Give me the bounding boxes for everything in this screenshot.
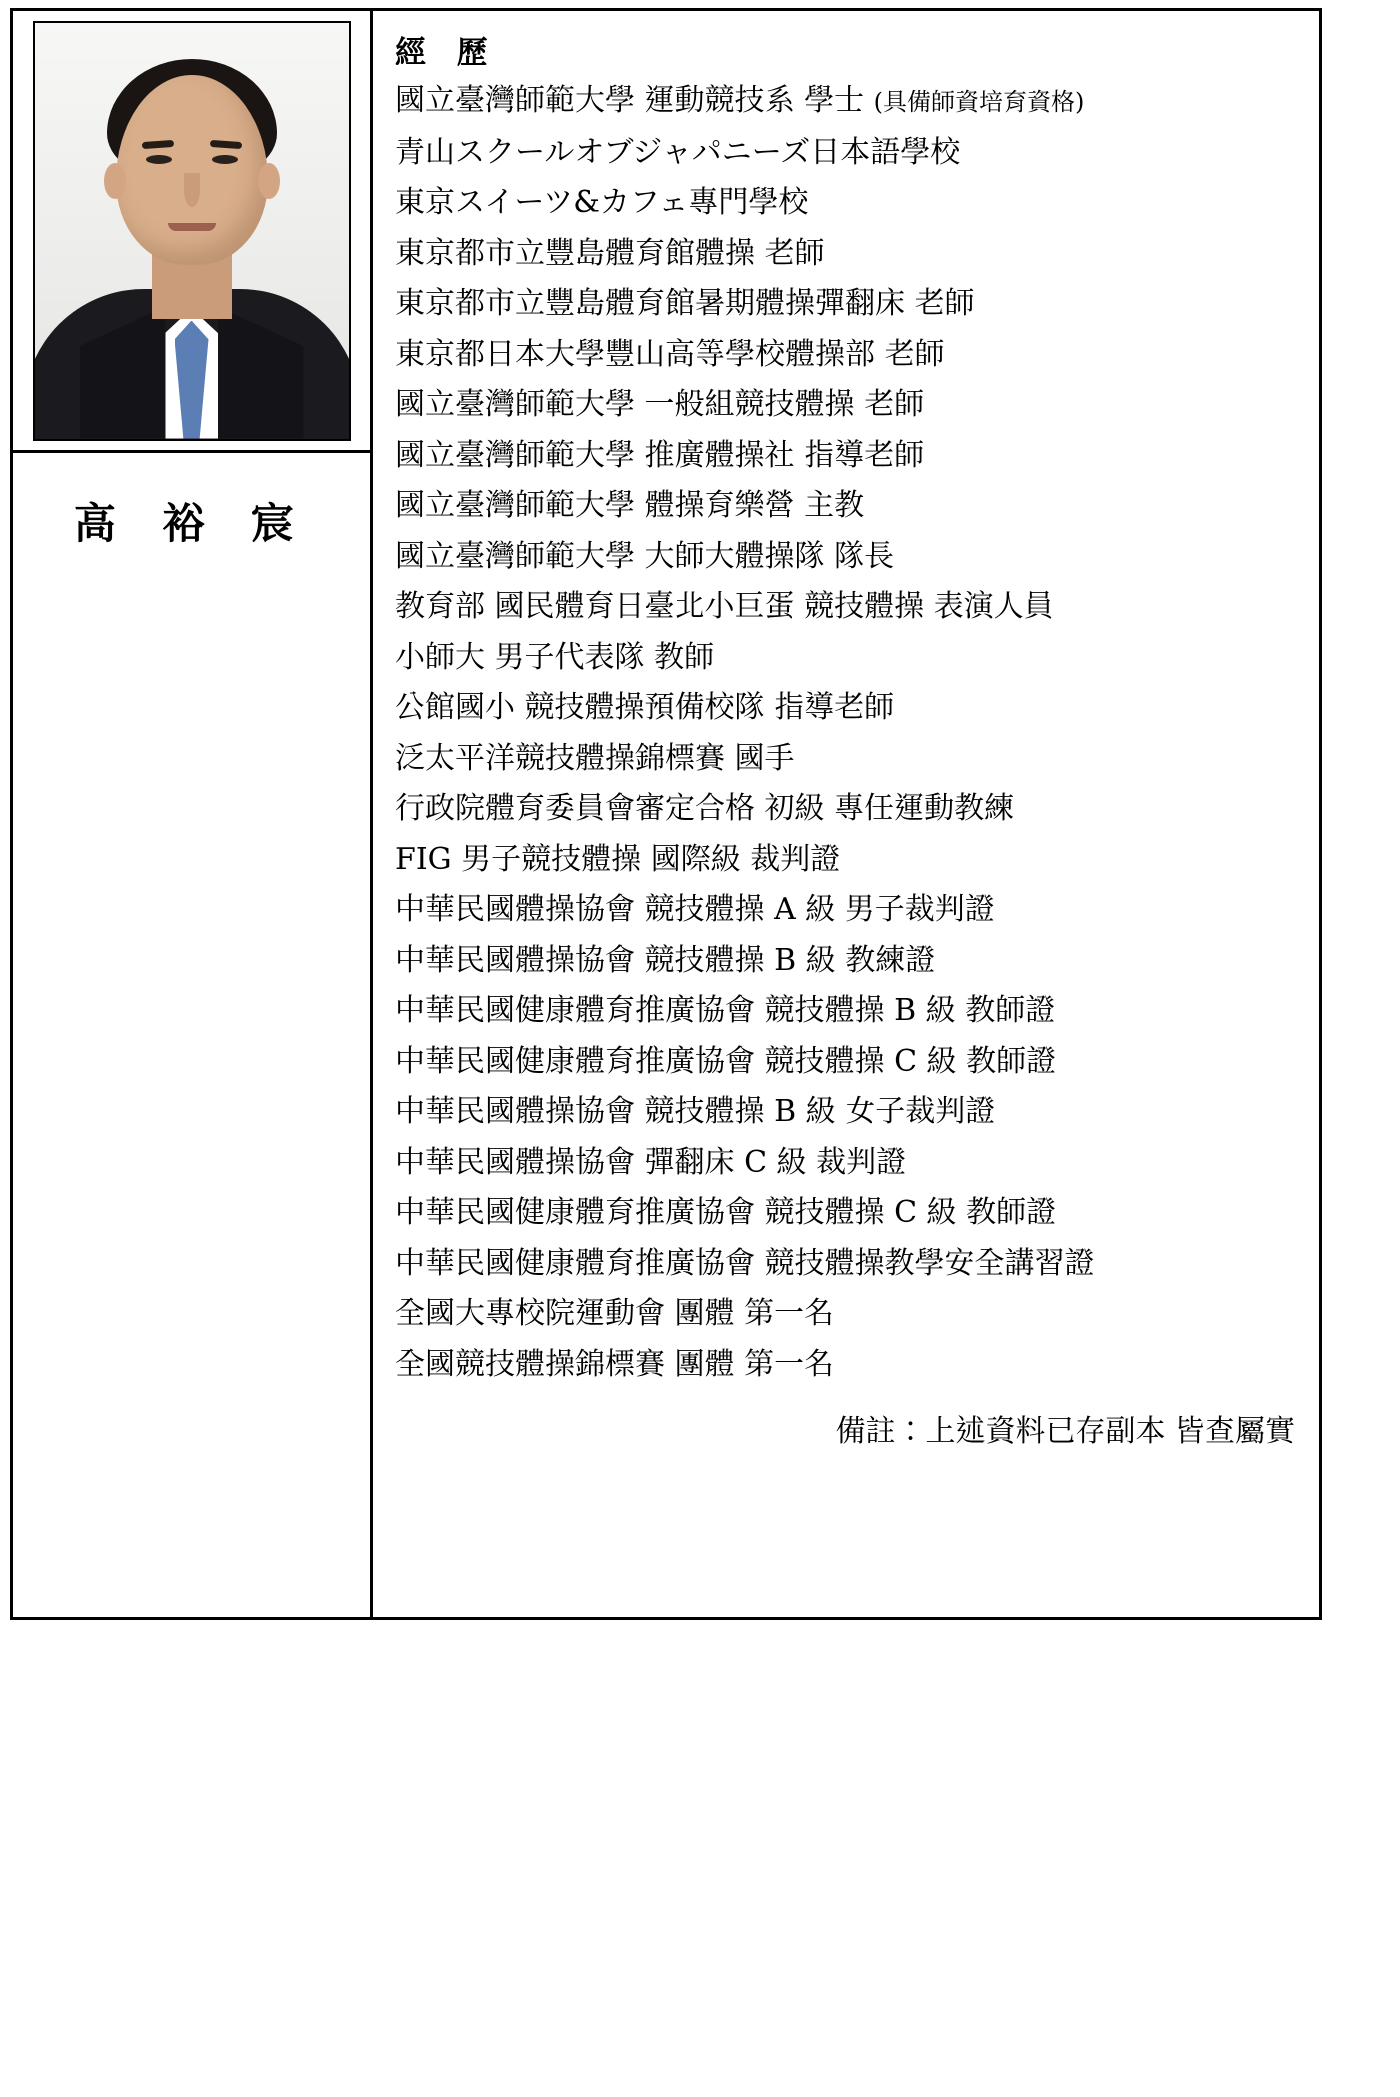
list-item: 青山スクールオブジャパニーズ日本語學校 (395, 134, 961, 170)
entry-text: 國立臺灣師範大學 運動競技系 學士 (395, 83, 865, 118)
eyebrow-right (209, 139, 241, 148)
right-column (373, 11, 1319, 1617)
ear-right (258, 163, 280, 199)
list-item: 泛太平洋競技體操錦標賽 國手 (395, 740, 795, 776)
footnote: 備註：上述資料已存副本 皆查屬實 (835, 1414, 1295, 1449)
photo-cell (13, 11, 370, 453)
list-item: 國立臺灣師範大學 一般組競技體操 老師 (395, 387, 925, 422)
list-item: 全國競技體操錦標賽 團體 第一名 (395, 1346, 835, 1382)
list-item: 行政院體育委員會審定合格 初級 專任運動教練 (395, 791, 1015, 826)
list-item: 中華民國體操協會 競技體操 A 級 男子裁判證 (395, 892, 995, 927)
list-item: 東京都日本大學豐山高等學校體操部 老師 (395, 336, 945, 372)
list-item: 東京スイーツ&カフェ專門學校 (395, 185, 809, 220)
list-item: 中華民國體操協會 競技體操 B 級 女子裁判證 (395, 1094, 996, 1129)
list-item: 中華民國體操協會 競技體操 B 級 教練證 (395, 942, 936, 978)
nose (184, 173, 200, 207)
list-item: 小師大 男子代表隊 教師 (395, 639, 715, 675)
list-item: 教育部 國民體育日臺北小巨蛋 競技體操 表演人員 (395, 589, 1054, 624)
list-item: 國立臺灣師範大學 推廣體操社 指導老師 (395, 437, 925, 473)
list-item: 國立臺灣師範大學 大師大體操隊 隊長 (395, 538, 895, 574)
mouth (168, 223, 216, 231)
list-item: 中華民國體操協會 彈翻床 C 級 裁判證 (395, 1144, 907, 1180)
experience-list (395, 76, 1301, 1390)
list-item: 東京都市立豐島體育館暑期體操彈翻床 老師 (395, 286, 975, 321)
eyebrow-left (141, 139, 173, 148)
eye-left (146, 155, 172, 164)
list-item: 公館國小 競技體操預備校隊 指導老師 (395, 690, 895, 725)
entry-suffix: (具備師資培育資格) (873, 88, 1085, 116)
person-name: 高 裕 宸 (73, 499, 310, 548)
portrait-photo (33, 21, 351, 441)
list-item: FIG 男子競技體操 國際級 裁判證 (395, 841, 841, 877)
list-item: 東京都市立豐島體育館體操 老師 (395, 235, 825, 271)
list-item (395, 76, 1301, 128)
name-cell (13, 453, 370, 2097)
ear-left (104, 163, 126, 199)
list-item: 中華民國健康體育推廣協會 競技體操 C 級 教師證 (395, 1043, 1057, 1079)
section-title-experience: 經 歷 (395, 35, 498, 71)
portrait-illustration (35, 23, 349, 439)
resume-table (10, 8, 1322, 1620)
list-item: 中華民國健康體育推廣協會 競技體操 C 級 教師證 (395, 1195, 1057, 1230)
eye-right (212, 155, 238, 164)
list-item: 中華民國健康體育推廣協會 競技體操教學安全講習證 (395, 1245, 1095, 1281)
list-item: 全國大專校院運動會 團體 第一名 (395, 1296, 835, 1331)
left-column (13, 11, 373, 1617)
list-item: 國立臺灣師範大學 體操育樂營 主教 (395, 488, 865, 523)
list-item: 中華民國健康體育推廣協會 競技體操 B 級 教師證 (395, 993, 1056, 1028)
